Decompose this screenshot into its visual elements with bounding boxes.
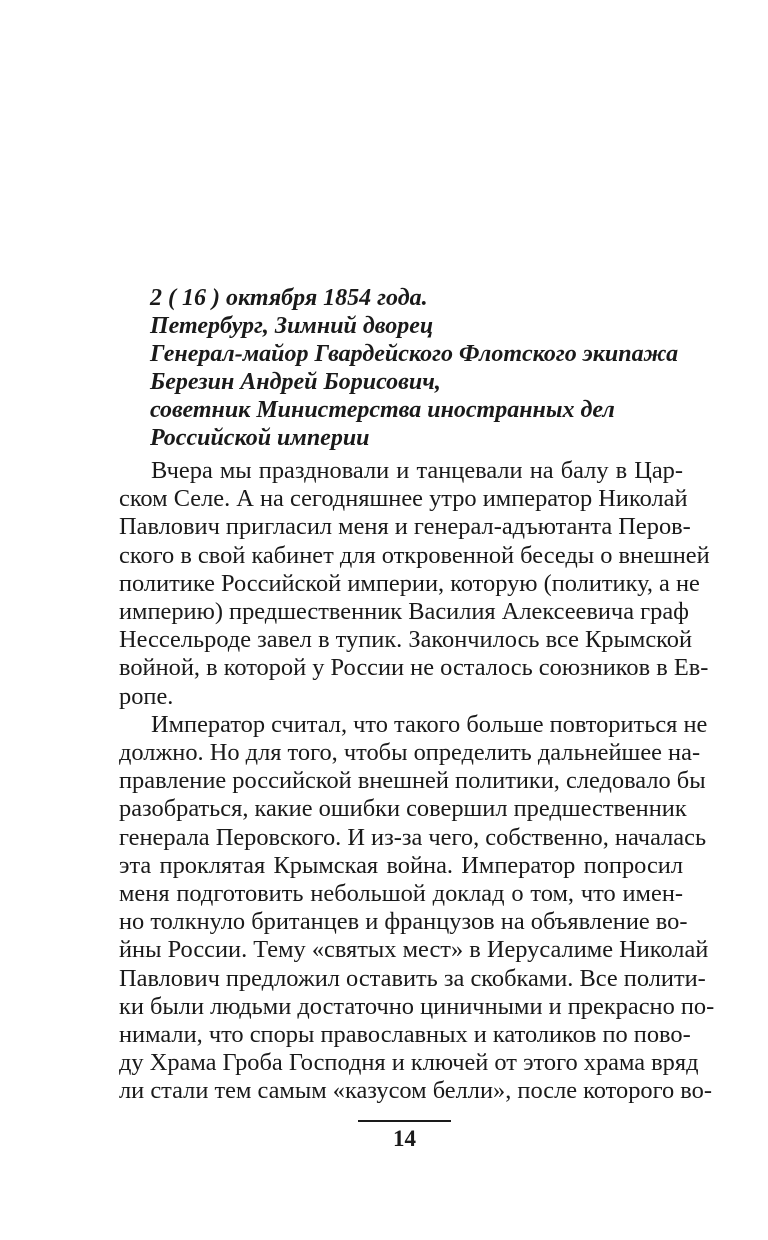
text-line: меня подготовить небольшой доклад о том, что имен- bbox=[119, 880, 683, 908]
text-line: Император считал, что такого больше повториться не bbox=[151, 710, 708, 738]
text-line: нимали, что споры православных и католиков по пово- bbox=[119, 1021, 691, 1049]
text-line: политике Российской империи, которую (политику, а не bbox=[119, 569, 700, 597]
epigraph-line: Генерал-майор Гвардейского Флотского экипажа bbox=[150, 341, 679, 367]
text-line: Павлович пригласил меня и генерал-адъютанта Перов- bbox=[119, 513, 691, 541]
text-line: Вчера мы праздновали и танцевали на балу в Цар- bbox=[151, 457, 683, 484]
text-line: эта проклятая Крымская война. Император попросил bbox=[119, 851, 683, 879]
epigraph-line: 2 ( 16 ) октября 1854 года. bbox=[150, 285, 428, 311]
text-line: разобраться, какие ошибки совершил предшественник bbox=[119, 795, 687, 823]
epigraph-line: Березин Андрей Борисович, bbox=[150, 369, 441, 395]
page-number: 14 bbox=[393, 1126, 416, 1151]
body-text bbox=[119, 457, 715, 1106]
text-line: ли стали тем самым «казусом белли», после которого во- bbox=[119, 1077, 712, 1105]
text-line: ском Селе. А на сегодняшнее утро император Николай bbox=[119, 485, 688, 513]
text-line: ду Храма Гроба Господня и ключей от этого храма вряд bbox=[119, 1049, 699, 1077]
text-line: правление российской внешней политики, следовало бы bbox=[119, 767, 706, 795]
text-line: Нессельроде завел в тупик. Закончилось все Крымской bbox=[119, 626, 693, 654]
text-line: империю) предшественник Василия Алексеевича граф bbox=[119, 598, 689, 626]
text-line: ропе. bbox=[119, 682, 174, 710]
text-line: Павлович предложил оставить за скобками. Все полити- bbox=[119, 964, 706, 992]
text-line: ского в свой кабинет для откровенной беседы о внешней bbox=[119, 541, 710, 569]
text-line: ки были людьми достаточно циничными и прекрасно по- bbox=[119, 992, 715, 1020]
footer-rule bbox=[358, 1120, 451, 1122]
paragraph bbox=[119, 710, 715, 1106]
paragraph bbox=[119, 457, 710, 711]
text-line: но толкнуло британцев и французов на объявление во- bbox=[119, 908, 688, 936]
epigraph-line: советник Министерства иностранных дел bbox=[150, 397, 615, 423]
epigraph-line: Петербург, Зимний дворец bbox=[150, 313, 434, 339]
text-line: генерала Перовского. И из-за чего, собственно, началась bbox=[119, 823, 707, 851]
epigraph-line: Российской империи bbox=[150, 425, 370, 451]
epigraph bbox=[150, 284, 690, 452]
text-line: должно. Но для того, чтобы определить дальнейшее на- bbox=[119, 739, 701, 767]
text-line: войной, в которой у России не осталось союзников в Ев- bbox=[119, 654, 709, 682]
text-line: йны России. Тему «святых мест» в Иерусалиме Николай bbox=[119, 936, 709, 964]
